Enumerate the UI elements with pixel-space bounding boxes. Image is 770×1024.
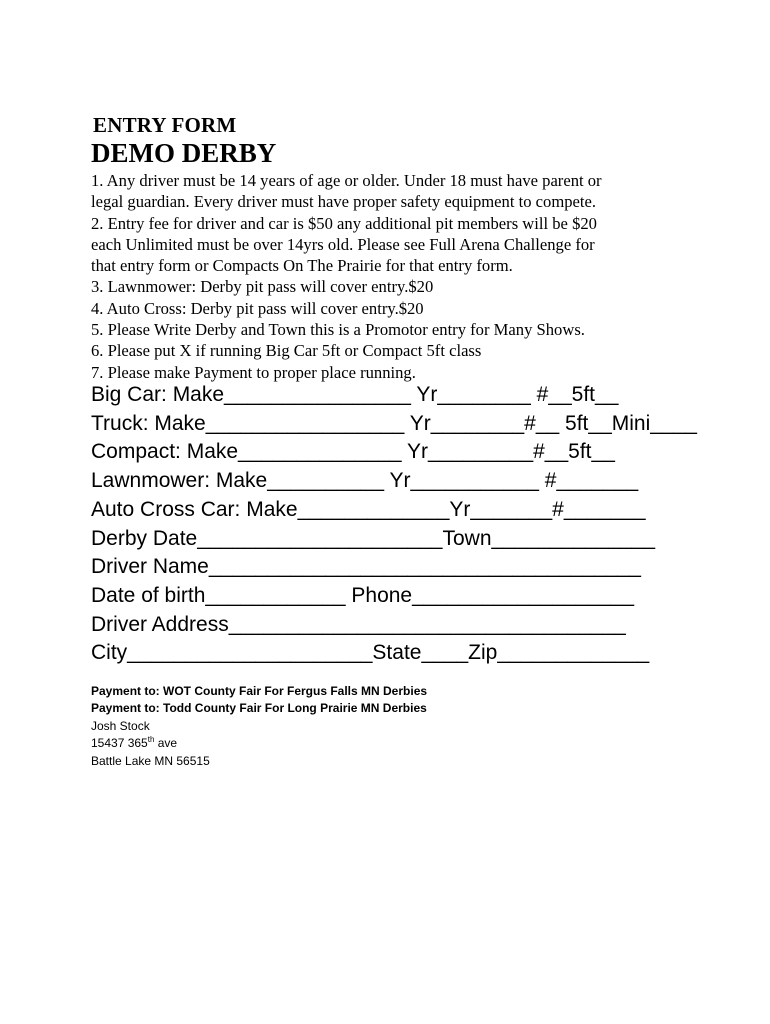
- rule-line: 1. Any driver must be 14 years of age or older. Under 18 must have parent or: [91, 171, 602, 190]
- payment-line-fergus-falls: Payment to: WOT County Fair For Fergus Falls MN Derbies: [91, 684, 428, 698]
- truck-field: Truck: Make_________________ Yr________#__ 5ft__Mini____: [91, 411, 697, 435]
- entry-fields: [91, 381, 731, 668]
- address-ordinal-suffix: th: [147, 735, 155, 745]
- lawnmower-field: Lawnmower: Make__________ Yr___________ #_______: [91, 469, 639, 493]
- rule-line: 7. Please make Payment to proper place running.: [91, 362, 416, 382]
- rule-line: each Unlimited must be over 14yrs old. Please see Full Arena Challenge for: [91, 234, 595, 254]
- auto-cross-field: Auto Cross Car: Make_____________Yr_______#_______: [91, 497, 646, 521]
- payee-name: Josh Stock: [91, 718, 150, 733]
- big-car-field: Big Car: Make________________ Yr________ #__5ft__: [91, 383, 619, 406]
- compact-field: Compact: Make______________ Yr_________#__5ft__: [91, 440, 615, 464]
- rule-line: that entry form or Compacts On The Prairie for that entry form.: [91, 256, 513, 276]
- form-label: ENTRY FORM: [93, 113, 237, 137]
- derby-date-field: Derby Date_____________________Town______________: [91, 526, 656, 550]
- driver-name-field: Driver Name_____________________________________: [91, 555, 641, 579]
- rule-line: legal guardian. Every driver must have proper safety equipment to compete.: [91, 192, 597, 212]
- rule-line: 2. Entry fee for driver and car is $50 any additional pit members will be $20: [91, 213, 597, 233]
- address-street: ave: [154, 736, 178, 751]
- rule-line: 5. Please Write Derby and Town this is a Promotor entry for Many Shows.: [91, 320, 585, 340]
- rules-list: [91, 170, 691, 383]
- payee-street-address: [91, 735, 427, 752]
- payment-info: [91, 683, 427, 770]
- rule-line: 6. Please put X if running Big Car 5ft or Compact 5ft class: [91, 341, 482, 361]
- payee-city-line: Battle Lake MN 56515: [91, 753, 210, 768]
- payment-line-long-prairie: Payment to: Todd County Fair For Long Prairie MN Derbies: [91, 701, 427, 716]
- driver-address-field: Driver Address__________________________________: [91, 612, 626, 636]
- address-number: 15437 365: [91, 736, 148, 751]
- rule-line: 3. Lawnmower: Derby pit pass will cover entry.$20: [91, 277, 434, 297]
- form-title: DEMO DERBY: [91, 138, 277, 168]
- date-of-birth-field: Date of birth____________ Phone___________________: [91, 583, 635, 607]
- rule-line: 4. Auto Cross: Derby pit pass will cover entry.$20: [91, 298, 424, 318]
- city-state-zip-field: City_____________________State____Zip_____________: [91, 641, 650, 665]
